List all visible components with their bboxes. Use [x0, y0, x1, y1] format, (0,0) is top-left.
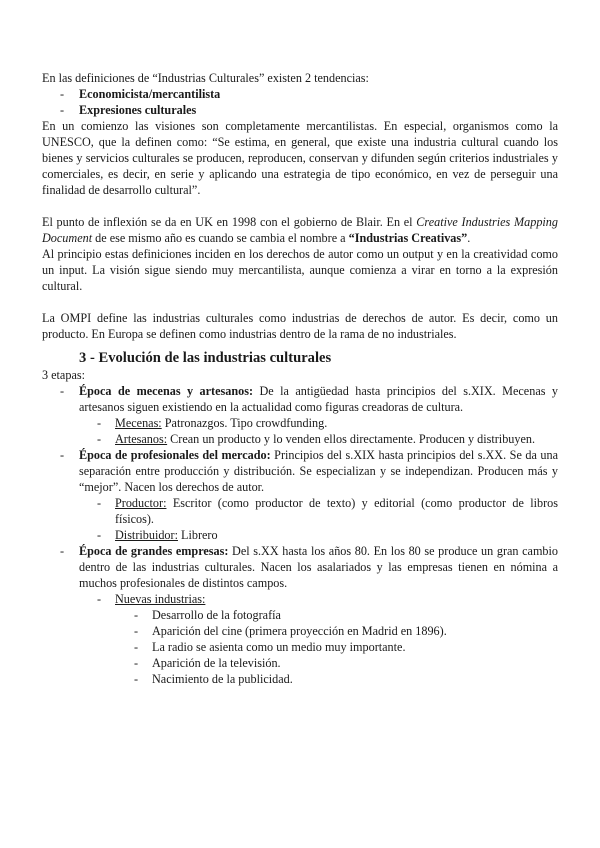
stage-subitem: - Distribuidor: Librero [97, 528, 218, 542]
subitem-label: Mecenas: [115, 416, 162, 430]
subitem-label: Distribuidor: [115, 528, 178, 542]
new-industry-item: - Aparición de la televisión. [134, 656, 281, 670]
intro-line: En las definiciones de “Industrias Culturales” existen 2 tendencias: [42, 71, 369, 85]
bullet-dash: - [134, 608, 139, 622]
stage-text: Principios del s.XIX hasta principios del s.XX. Se da una separación entre producción y distribución. Se especializan y se independizan. Producen más y “mejor”. Nacen los derechos de autor. [79, 448, 558, 494]
bullet-dash: - [60, 544, 65, 558]
tendency-label: Expresiones culturales [79, 103, 197, 117]
ompi-paragraph: La OMPI define las industrias culturales como industrias de derechos de autor. Es decir, como un producto. En Europa se definen como industrias dentro de la rama de no industriales. [42, 311, 558, 341]
stage-subitem [42, 591, 558, 607]
new-industry-item: - Aparición del cine (primera proyección en Madrid en 1896). [134, 624, 447, 638]
bullet-dash: - [134, 624, 139, 638]
stage-subitem: - Mecenas: Patronazgos. Tipo crowdfunding. [97, 416, 328, 430]
bullet-dash: - [60, 448, 65, 462]
tendency-label: Economicista/mercantilista [79, 87, 221, 101]
bullet-dash: - [134, 656, 139, 670]
stage-item-1 [42, 383, 558, 415]
bullet-dash: - [97, 592, 102, 606]
mapping-document-title: Creative Industries Mapping Document [42, 215, 558, 245]
bullet-dash: - [97, 496, 102, 510]
tendency-item [42, 102, 558, 118]
uk-paragraph: El punto de inflexión se da en UK en 1998 con el gobierno de Blair. En el Creative Industries Mapping Document de ese mismo año es cuando se cambia el nombre a “Industrias Creativas”. [42, 215, 558, 245]
stage-title: Época de grandes empresas: [79, 544, 229, 558]
stage-text: Del s.XX hasta los años 80. En los 80 se produce un gran cambio dentro de las industrias culturales. Nacen los asalariados y las empresas tienen en nómina a muchos profesionales de distintos campos. [79, 544, 558, 590]
subitem-label: Nuevas industrias: [115, 592, 206, 606]
bullet-dash: - [97, 528, 102, 542]
stage-item-3 [42, 543, 558, 591]
stage-subitem: - Artesanos: Crean un producto y lo venden ellos directamente. Producen y distribuyen. [97, 432, 536, 446]
bullet-dash: - [60, 103, 65, 117]
section-heading: 3 - Evolución de las industrias culturales [79, 350, 332, 366]
stage-item-2 [42, 447, 558, 495]
new-industry-item: - Nacimiento de la publicidad. [134, 672, 293, 686]
bullet-dash: - [97, 416, 102, 430]
unesco-paragraph: En un comienzo las visiones son completamente mercantilistas. En especial, organismos como la UNESCO, que la definen como: “Se estima, en general, que existe una industria cultural cuando los bienes y servicios culturales se producen, reproducen, conservan y difunden según criterios industriales y comerciales, es decir, en serie y aplicando una estrategia de tipo económico, en vez de perseguir una finalidad de desarrollo cultural”. [42, 119, 558, 197]
bullet-dash: - [97, 432, 102, 446]
document-page [42, 70, 558, 687]
stages-lead: 3 etapas: [42, 368, 85, 382]
stage-subitem: - Productor: Escritor (como productor de texto) y editorial (como productor de libros físicos). [97, 496, 558, 526]
bullet-dash: - [134, 640, 139, 654]
stage-title: Época de profesionales del mercado: [79, 448, 271, 462]
subitem-label: Artesanos: [115, 432, 168, 446]
bullet-dash: - [60, 87, 65, 101]
new-industry-item: - Desarrollo de la fotografía [134, 608, 281, 622]
new-industry-item: - La radio se asienta como un medio muy importante. [134, 640, 406, 654]
bullet-dash: - [60, 384, 65, 398]
creative-industries-term: “Industrias Creativas” [348, 231, 468, 245]
output-paragraph: Al principio estas definiciones inciden en los derechos de autor como un output y en la creatividad como un input. La visión sigue siendo muy mercantilista, aunque comienza a virar en torno a la expresión cultural. [42, 247, 558, 293]
stage-text: De la antigüedad hasta principios del s.XIX. Mecenas y artesanos siguen existiendo en la actualidad como figuras creadoras de cultura. [79, 384, 558, 414]
subitem-label: Productor: [115, 496, 167, 510]
tendency-item [42, 86, 558, 102]
stage-title: Época de mecenas y artesanos: [79, 384, 254, 398]
bullet-dash: - [134, 672, 139, 686]
